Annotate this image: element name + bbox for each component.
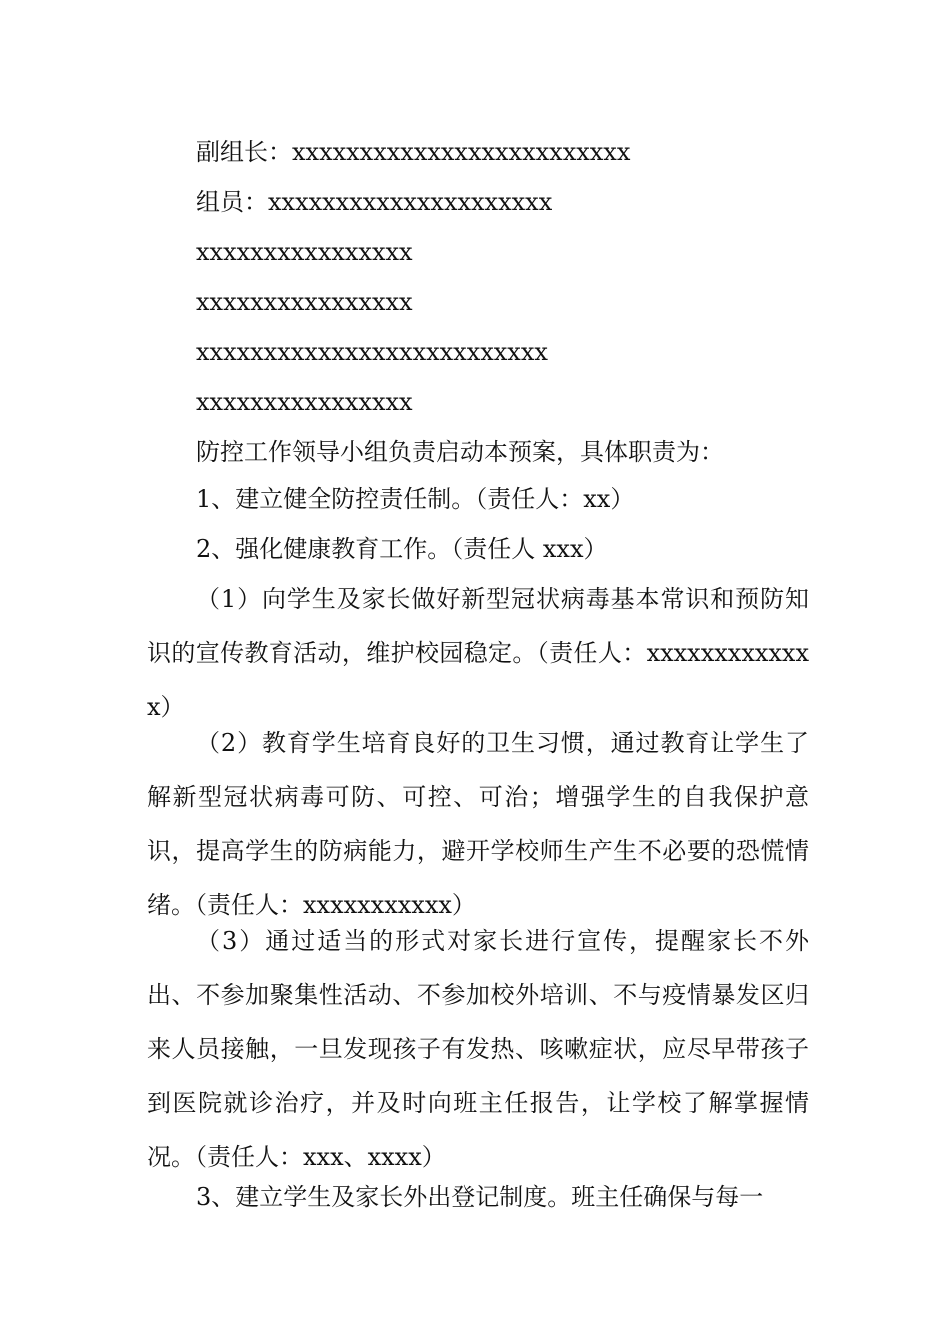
paragraph-item-3: 3、建立学生及家长外出登记制度。班主任确保与每一 [196,1183,764,1211]
member-name-line: xxxxxxxxxxxxxxxxxxxxxxxxxx [196,338,548,366]
responsibilities-intro: 防控工作领导小组负责启动本预案，具体职责为： [196,438,724,466]
item-2-line: 2、强化健康教育工作。（责任人 xxx） [196,535,608,563]
paragraph-sub-3: （3）通过适当的形式对家长进行宣传，提醒家长不外出、不参加聚集性活动、不参加校外培训、不与疫情暴发区归来人员接触，一旦发现孩子有发热、咳嗽症状，应尽早带孩子到医院就诊治疗，并及时向班主任报告，让学校了解掌握情况。（责任人：xxx、xxxx） [147,927,809,1171]
member-name-line: xxxxxxxxxxxxxxxx [196,238,413,266]
members-line: 组员：xxxxxxxxxxxxxxxxxxxxx [196,188,553,216]
member-name-line: xxxxxxxxxxxxxxxx [196,288,413,316]
paragraph-sub-2: （2）教育学生培育良好的卫生习惯，通过教育让学生了解新型冠状病毒可防、可控、可治；增强学生的自我保护意识，提高学生的防病能力，避开学校师生产生不必要的恐慌情绪。（责任人：xxxxxxxxxxx） [147,729,809,919]
vice-leader-line: 副组长：xxxxxxxxxxxxxxxxxxxxxxxxx [196,138,631,166]
member-name-line: xxxxxxxxxxxxxxxx [196,388,413,416]
paragraph-sub-1: （1）向学生及家长做好新型冠状病毒基本常识和预防知识的宣传教育活动，维护校园稳定。（责任人：xxxxxxxxxxxxx） [147,585,809,721]
item-1-line: 1、建立健全防控责任制。（责任人：xx） [196,485,635,513]
